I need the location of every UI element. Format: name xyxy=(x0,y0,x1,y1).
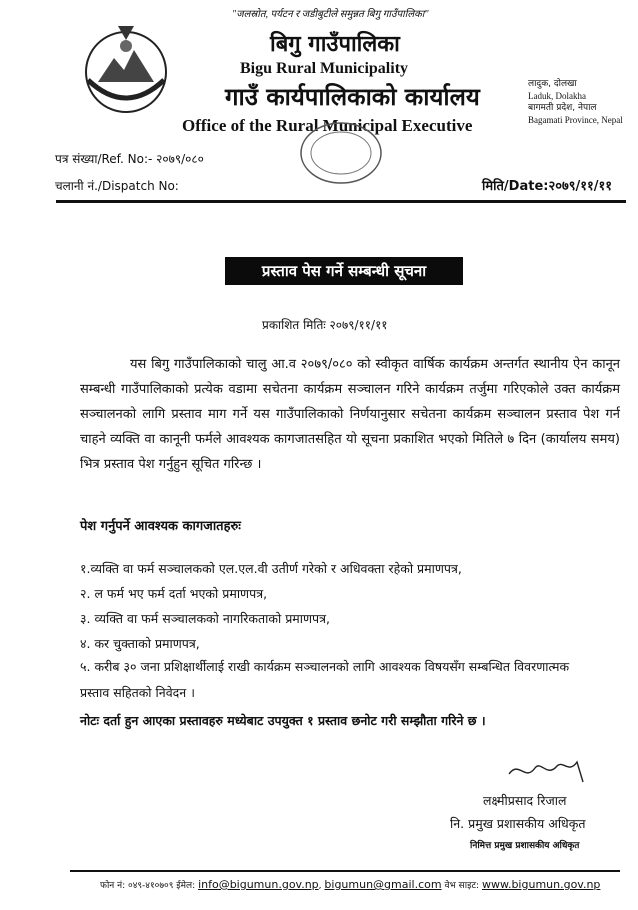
notice-title: प्रस्ताव पेस गर्ने सम्बन्धी सूचना xyxy=(225,257,463,285)
footer-divider xyxy=(70,870,620,872)
notice-body xyxy=(80,352,620,477)
reference-number: पत्र संख्या/Ref. No:- २०७९/०८० xyxy=(55,152,204,166)
address-line: लादुक, दोलखा xyxy=(528,79,577,89)
published-date: प्रकाशित मितिः २०७९/११/११ xyxy=(262,318,388,332)
header-divider xyxy=(56,200,626,203)
notice-body-text: यस बिगु गाउँपालिकाको चालु आ.व २०७९/०८० को स्वीकृत वार्षिक कार्यक्रम अन्तर्गत स्थानीय ऐन कानून सम्बन्धी गाउँपालिकाको प्रत्येक वडामा सचेतना कार्यक्रम सञ्चालन गरिने कार्यक्रम तर्जुमा गरिएकोले उक्त कार्यक्रम सञ्चालनको लागि प्रस्ताव माग गर्ने यस गाउँपालिकाको निर्णयानुसार सचेतना कार्यक्रम सञ्चालन प्रस्ताव पेश गर्न चाहने व्यक्ति वा कानूनी फर्मले आवश्यक कागजातसहित यो सूचना प्रकाशित भएको मितिले ७ दिन (कार्यालय समय) भित्र प्रस्ताव पेश गर्नुहुन सूचित गरिन्छ । xyxy=(80,357,620,472)
note: नोटः दर्ता हुन आएका प्रस्तावहरु मध्येबाट उपयुक्त १ प्रस्ताव छनोट गरी सम्झौता गरिने छ । xyxy=(80,713,486,728)
letter-date: मिति/Date:२०७९/११/११ xyxy=(482,179,613,194)
footer: फोन नं: ०४९-४१०७०९ ईमेल: info@bigumun.gov.np, bigumun@gmail.com वेभ साइट: www.bigumun.gov.np xyxy=(100,878,601,891)
list-item: ५. करीब ३० जना प्रशिक्षार्थीलाई राखी कार्यक्रम सञ्चालनको लागि आवश्यक विषयसँग सम्बन्धित विवरणात्मक प्रस्ताव सहितको निवेदन । xyxy=(80,659,570,700)
address-line: Bagamati Province, Nepal xyxy=(528,115,623,125)
documents-heading: पेश गर्नुपर्ने आवश्यक कागजातहरुः xyxy=(80,519,241,534)
email-link[interactable]: bigumun@gmail.com xyxy=(324,878,442,891)
footer-web-label: वेभ साइट: xyxy=(444,881,480,891)
list-item: ३. व्यक्ति वा फर्म सञ्चालकको नागरिकताको प्रमाणपत्र, xyxy=(80,611,331,626)
office-stamp-icon xyxy=(298,120,384,186)
list-item: ४. कर चुक्ताको प्रमाणपत्र, xyxy=(80,636,200,651)
nepal-emblem-icon xyxy=(78,20,174,118)
office-name-np: गाउँ कार्यपालिकाको कार्यालय xyxy=(225,83,480,111)
signatory-name: लक्ष्मीप्रसाद रिजाल xyxy=(483,793,567,808)
website-link[interactable]: www.bigumun.gov.np xyxy=(481,878,601,891)
municipality-name-en: Bigu Rural Municipality xyxy=(240,60,409,77)
municipality-name-np: बिगु गाउँपालिका xyxy=(270,32,400,57)
list-item: १.व्यक्ति वा फर्म सञ्चालकको एल.एल.वी उतीर्ण गरेको र अधिवक्ता रहेको प्रमाणपत्र, xyxy=(80,561,462,576)
email-link[interactable]: info@bigumun.gov.np xyxy=(198,878,319,891)
list-item: २. ल फर्म भए फर्म दर्ता भएको प्रमाणपत्र, xyxy=(80,586,268,601)
slogan: "जलस्रोत, पर्यटन र जडीबुटीले समुन्नत बिगु गाउँपालिका" xyxy=(232,9,429,20)
office-name-en: Office of the Rural Municipal Executive xyxy=(182,116,473,135)
footer-phone: फोन नं: ०४९-४१०७०९ ईमेल: xyxy=(100,881,196,891)
address-line: बागमती प्रदेश, नेपाल xyxy=(528,103,597,113)
signatory-stamp: निमित्त प्रमुख प्रशासकीय अधिकृत xyxy=(470,841,580,851)
dispatch-number: चलानी नं./Dispatch No: xyxy=(55,179,179,193)
signatory-title: नि. प्रमुख प्रशासकीय अधिकृत xyxy=(450,816,586,831)
signature-icon xyxy=(505,752,591,786)
address-line: Laduk, Dolakha xyxy=(528,91,586,101)
